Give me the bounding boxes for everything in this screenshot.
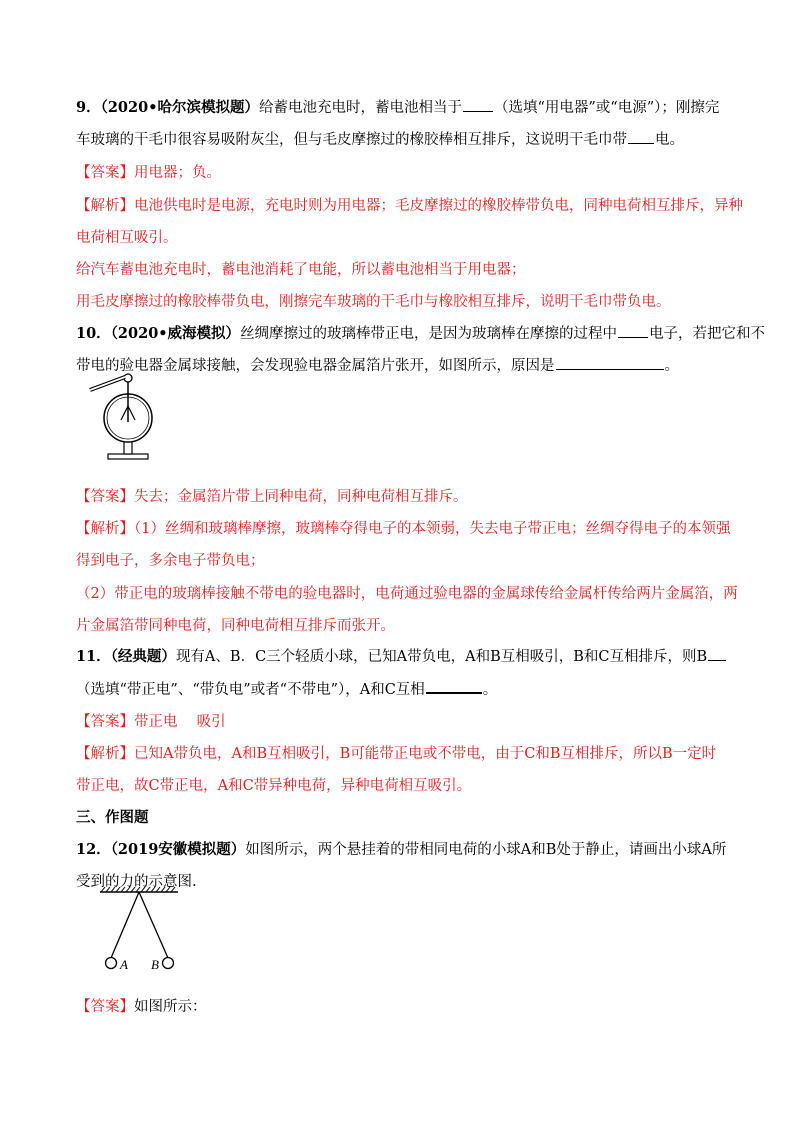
q9-answer — [76, 162, 736, 184]
q11-number: 11． — [76, 648, 111, 665]
q9-text-2a: 车玻璃的干毛巾很容易吸附灰尘，但与毛皮摩擦过的橡胶棒相互排斥，这说明干毛巾带 — [76, 132, 627, 148]
q9-explanation-1 — [76, 195, 743, 217]
q11-text-2b: 。 — [482, 682, 498, 698]
q9-line-1 — [76, 97, 736, 119]
q10-text-1b: 电子，若把它和不 — [649, 326, 766, 342]
q10-text-1a: 丝绸摩擦过的玻璃棒带正电，是因为玻璃棒在摩擦的过程中 — [240, 326, 618, 342]
q9-source: （2020•哈尔滨模拟题） — [100, 99, 259, 116]
q11-answer-text: 带正电 吸引 — [134, 714, 226, 730]
q9-number: 9． — [76, 99, 101, 116]
q10-line-1 — [76, 323, 766, 345]
q12-line-2: 受到的力的示意图. — [76, 874, 197, 890]
q9-explanation-text-1: 电池供电时是电源，充电时则为用电器；毛皮摩擦过的橡胶棒带负电，同种电荷相互排斥，异种 — [134, 198, 743, 214]
q10-explanation-2: 得到电子，多余电子带负电； — [76, 553, 265, 569]
q11-answer-tag: 【答案】 — [76, 714, 134, 730]
q10-blank-1[interactable] — [618, 323, 648, 338]
q9-text-1a: 给蓄电池充电时，蓄电池相当于 — [258, 100, 462, 116]
q12-line-1 — [76, 839, 736, 861]
q12-number: 12． — [76, 841, 111, 858]
q10-line-2 — [76, 355, 736, 377]
q11-explanation-2: 带正电，故C带正电，A和C带异种电荷，异种电荷相互吸引。 — [76, 778, 472, 794]
q10-explanation-text-1: （1）丝绸和玻璃棒摩擦，玻璃棒夺得电子的本领弱，失去电子带正电；丝绸夺得电子的本领强 — [134, 521, 731, 537]
q9-explanation-2: 电荷相互吸引。 — [76, 230, 178, 246]
q9-answer-text: 用电器；负。 — [134, 165, 221, 181]
q9-blank-1[interactable] — [463, 97, 493, 112]
q10-blank-2[interactable] — [556, 355, 664, 370]
q10-explanation-3: （2）带正电的玻璃棒接触不带电的验电器时，电荷通过验电器的金属球传给金属杆传给两片金属箔，两 — [76, 586, 738, 602]
q12-answer-text: 如图所示： — [134, 999, 207, 1015]
q10-text-2a: 带电的验电器金属球接触，会发现验电器金属箔片张开，如图所示，原因是 — [76, 358, 555, 374]
q10-answer-text: 失去；金属箔片带上同种电荷，同种电荷相互排斥。 — [134, 489, 468, 505]
q9-blank-2[interactable] — [628, 129, 654, 144]
q11-text-2a: （选填“带正电”、“带负电”或者“不带电”），A和C互相 — [76, 682, 425, 698]
q10-answer-tag: 【答案】 — [76, 489, 134, 505]
q9-answer-tag: 【答案】 — [76, 165, 134, 181]
q12-source: （2019安徽模拟题） — [110, 841, 246, 858]
pendulum-figure — [96, 886, 182, 974]
q9-line-2 — [76, 129, 736, 151]
q11-explanation-text-1: 已知A带负电，A和B互相吸引，B可能带正电或不带电，由于C和B互相排斥，所以B一定时 — [134, 746, 717, 762]
ball-a-label: A — [120, 957, 128, 972]
q12-answer — [76, 996, 736, 1018]
section-heading: 三、作图题 — [76, 809, 149, 826]
q12-text-1: 如图所示，两个悬挂着的带相同电荷的小球A和B处于静止，请画出小球A所 — [245, 842, 727, 858]
q11-text-1: 现有A、B．C三个轻质小球，已知A带负电，A和B互相吸引，B和C互相排斥，则B — [175, 649, 708, 665]
q10-source: （2020•威海模拟） — [110, 325, 241, 342]
q10-answer — [76, 486, 736, 508]
q10-text-2b: 。 — [664, 358, 679, 374]
q10-number: 10． — [76, 325, 111, 342]
q10-explanation-tag: 【解析】 — [76, 521, 134, 537]
q9-text-2b: 电。 — [655, 132, 684, 148]
q11-explanation-tag: 【解析】 — [76, 746, 134, 762]
q11-line-2 — [76, 678, 736, 701]
electroscope-figure — [88, 368, 158, 464]
q11-answer — [76, 711, 736, 733]
q9-text-1b: （选填“用电器”或“电源”）；刚擦完 — [493, 100, 720, 116]
q12-answer-tag: 【答案】 — [76, 999, 134, 1015]
q10-explanation-4: 片金属箔带同种电荷，同种电荷相互排斥而张开。 — [76, 618, 395, 634]
q11-explanation-1 — [76, 743, 736, 765]
q11-line-1 — [76, 646, 736, 668]
ball-b-label: B — [151, 957, 159, 972]
q9-explanation-tag: 【解析】 — [76, 198, 134, 214]
q10-explanation-1 — [76, 518, 736, 540]
q9-explanation-4: 用毛皮摩擦过的橡胶棒带负电，刚擦完车玻璃的干毛巾与橡胶相互排斥，说明干毛巾带负电。 — [76, 294, 671, 310]
q11-source: （经典题） — [110, 648, 176, 665]
q11-blank-2[interactable] — [426, 678, 482, 694]
q11-blank-1[interactable] — [708, 646, 726, 661]
q9-explanation-3: 给汽车蓄电池充电时，蓄电池消耗了电能，所以蓄电池相当于用电器； — [76, 262, 526, 278]
